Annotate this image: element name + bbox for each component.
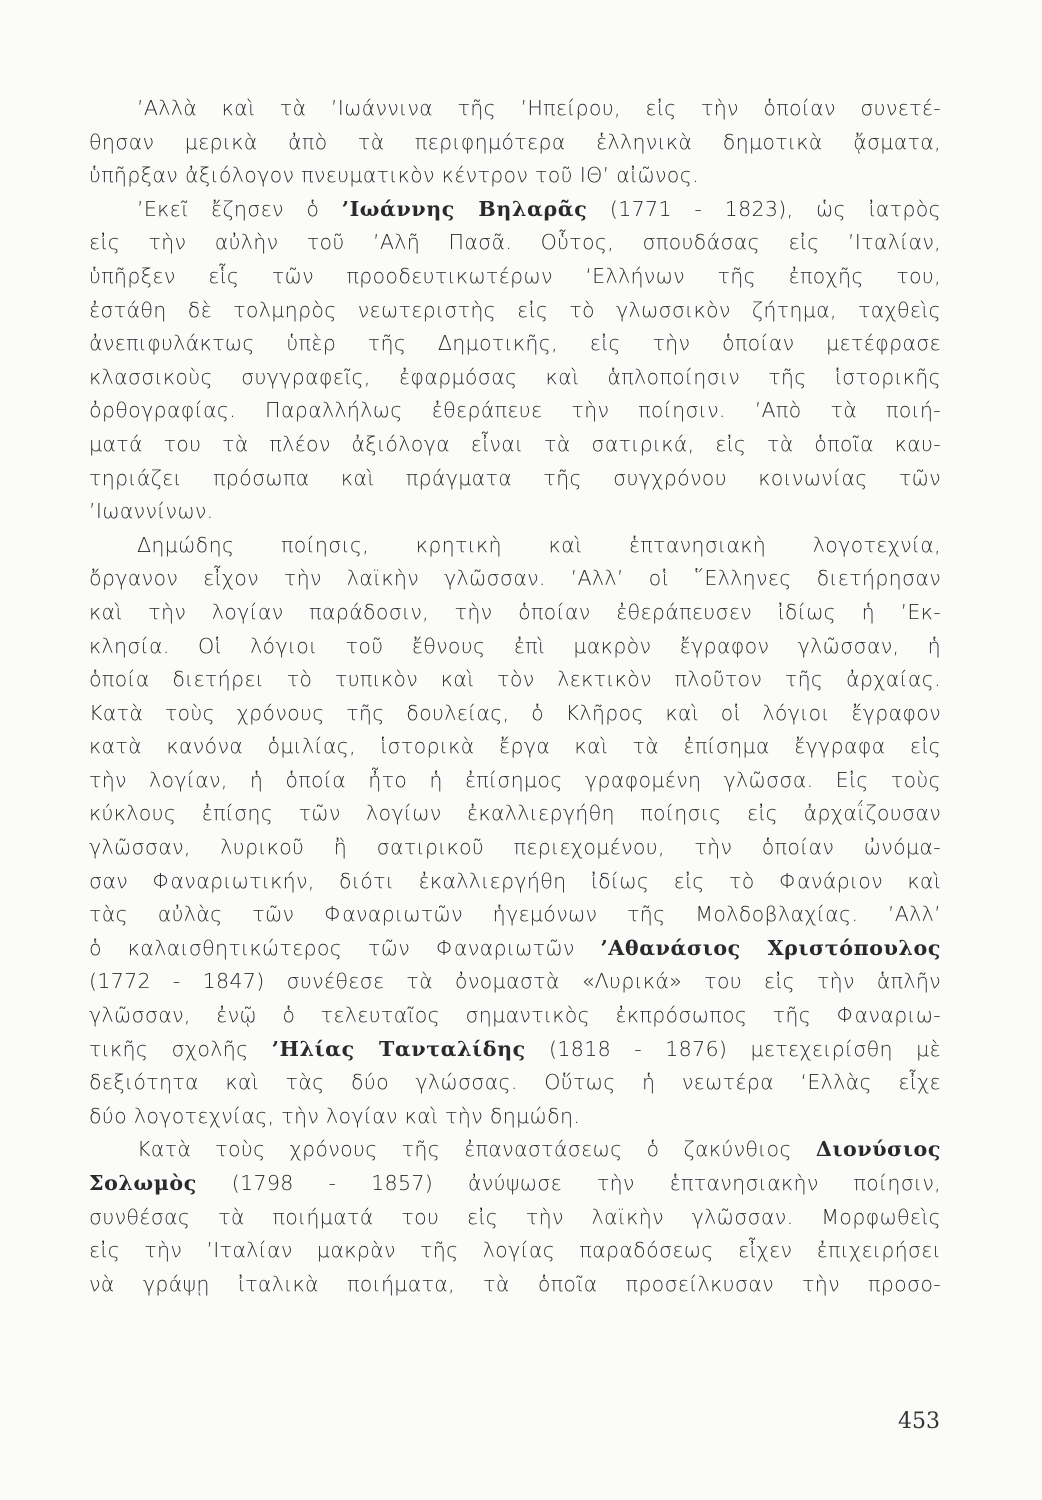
text-line [89, 1033, 941, 1067]
paragraph [89, 193, 941, 529]
text-run: ὄργανον εἶχον τὴν λαϊκὴν γλῶσσαν. ’Αλλ’ οἱ ῞Ελληνες διετήρησαν [89, 566, 941, 591]
text-run: κλησία. Οἱ λόγιοι τοῦ ἔθνους ἐπὶ μακρὸν ἔγραφον γλῶσσαν, ἡ [89, 633, 941, 658]
text-line [89, 1268, 941, 1302]
paragraph [89, 529, 941, 1134]
text-run: εἰς τὴν αὐλὴν τοῦ ’Αλῆ Πασᾶ. Οὗτος, σπουδάσας εἰς ’Ιταλίαν, [89, 230, 941, 255]
text-run: Κατὰ τοὺς χρόνους τῆς δουλείας, ὁ Κλῆρος καὶ οἱ λόγιοι ἔγραφον [89, 700, 941, 725]
text-line [89, 630, 941, 664]
text-line [89, 663, 941, 697]
text-run: θησαν μερικὰ ἀπὸ τὰ περιφημότερα ἑλληνικὰ δημοτικὰ ᾄσματα, [89, 129, 941, 154]
text-line [89, 562, 941, 596]
text-run: γλῶσσαν, ἐνῷ ὁ τελευταῖος σημαντικὸς ἐκπρόσωπος τῆς Φαναριω- [89, 1003, 941, 1028]
page-number: 453 [898, 1409, 940, 1434]
text-run: κλασσικοὺς συγγραφεῖς, ἐφαρμόσας καὶ ἁπλοποίησιν τῆς ἱστορικῆς [89, 364, 941, 389]
text-line [89, 697, 941, 731]
text-run: ὑπῆρξεν εἷς τῶν προοδευτικωτέρων ‘Ελλήνων τῆς ἐποχῆς του, [89, 263, 941, 288]
text-line [89, 1133, 941, 1167]
text-run: συνθέσας τὰ ποιήματά του εἰς τὴν λαϊκὴν γλῶσσαν. Μορφωθεὶς [89, 1204, 941, 1229]
text-run: ’Εκεῖ ἔζησεν ὁ [137, 196, 342, 221]
text-run: Κατὰ τοὺς χρόνους τῆς ἐπαναστάσεως ὁ ζακύνθιος [137, 1137, 816, 1162]
text-line [89, 294, 941, 328]
text-run: δεξιότητα καὶ τὰς δύο γλώσσας. Οὕτως ἡ νεωτέρα ‘Ελλὰς εἶχε [89, 1070, 941, 1095]
text-run: ’Ιωαννίνων. [89, 499, 214, 524]
text-line [89, 126, 941, 160]
text-line [89, 361, 941, 395]
text-run: τὰς αὐλὰς τῶν Φαναριωτῶν ἡγεμόνων τῆς Μολδοβλαχίας. ’Αλλ’ [89, 902, 941, 927]
text-run: (1818 - 1876) μετεχειρίσθη μὲ [525, 1036, 941, 1061]
text-run: (1798 - 1857) ἀνύψωσε τὴν ἑπτανησιακὴν ποίησιν, [196, 1171, 941, 1195]
text-line [89, 92, 941, 126]
text-run: (1771 - 1823), ὡς ἰατρὸς [587, 196, 941, 221]
text-line [89, 428, 941, 462]
paragraph [89, 92, 941, 193]
text-run: κύκλους ἐπίσης τῶν λογίων ἐκαλλιεργήθη ποίησις εἰς ἀρχαΐζουσαν [89, 801, 941, 826]
person-name: ’Αθανάσιος Χριστόπουλος [600, 935, 941, 960]
person-name: Διονύσιος [815, 1137, 941, 1162]
paragraph [89, 1133, 941, 1301]
text-line [89, 865, 941, 899]
text-run: κατὰ κανόνα ὁμιλίας, ἱστορικὰ ἔργα καὶ τὰ ἐπίσημα ἔγγραφα εἰς [89, 734, 941, 759]
text-run: ὁ καλαισθητικώτερος τῶν Φαναριωτῶν [89, 935, 601, 960]
text-line [89, 596, 941, 630]
text-run: δύο λογοτεχνίας, τὴν λογίαν καὶ τὴν δημώδη. [89, 1103, 581, 1128]
text-run: ὀρθογραφίας. Παραλλήλως ἐθεράπευε τὴν ποίησιν. ’Απὸ τὰ ποιή- [89, 398, 941, 423]
text-run: τὴν λογίαν, ἡ ὁποία ἦτο ἡ ἐπίσημος γραφομένη γλῶσσα. Εἰς τοὺς [89, 767, 941, 792]
text-line [89, 764, 941, 798]
text-line [89, 226, 941, 260]
text-line [89, 1167, 941, 1201]
text-run: ματά του τὰ πλέον ἀξιόλογα εἶναι τὰ σατιρικά, εἰς τὰ ὁποῖα καυ- [89, 431, 941, 456]
text-run: ’Αλλὰ καὶ τὰ ’Ιωάννινα τῆς ’Ηπείρου, εἰς τὴν ὁποίαν συνετέ- [137, 96, 941, 120]
text-run: τηριάζει πρόσωπα καὶ πράγματα τῆς συγχρόνου κοινωνίας τῶν [89, 465, 941, 490]
text-line [89, 965, 941, 999]
text-line [89, 898, 941, 932]
text-line [89, 1100, 941, 1134]
text-line [89, 1234, 941, 1268]
text-run: γλῶσσαν, λυρικοῦ ἢ σατιρικοῦ περιεχομένου, τὴν ὁποίαν ὠνόμα- [89, 835, 941, 860]
text-run: ὁποία διετήρει τὸ τυπικὸν καὶ τὸν λεκτικὸν πλοῦτον τῆς ἀρχαίας. [89, 667, 941, 692]
text-line [89, 999, 941, 1033]
text-run: νὰ γράψῃ ἰταλικὰ ποιήματα, τὰ ὁποῖα προσείλκυσαν τὴν προσο- [89, 1271, 941, 1296]
text-line [89, 394, 941, 428]
person-name: Σολωμὸς [89, 1171, 197, 1195]
body-text [89, 92, 941, 1301]
text-line [89, 730, 941, 764]
text-line [89, 462, 941, 496]
text-run: ἀνεπιφυλάκτως ὑπὲρ τῆς Δημοτικῆς, εἰς τὴν ὁποίαν μετέφρασε [89, 331, 941, 356]
text-line [89, 529, 941, 563]
text-line [89, 1066, 941, 1100]
person-name: ’Ηλίας Τανταλίδης [271, 1036, 526, 1061]
text-line [89, 797, 941, 831]
text-line [89, 495, 941, 529]
text-run: ὑπῆρξαν ἀξιόλογον πνευματικὸν κέντρον τοῦ ΙΘ’ αἰῶνος. [89, 163, 699, 188]
text-line [89, 327, 941, 361]
text-run: σαν Φαναριωτικήν, διότι ἐκαλλιεργήθη ἰδίως εἰς τὸ Φανάριον καὶ [89, 868, 941, 893]
person-name: ’Ιωάννης Βηλαρᾶς [341, 196, 588, 221]
text-run: εἰς τὴν ’Ιταλίαν μακρὰν τῆς λογίας παραδόσεως εἶχεν ἐπιχειρήσει [89, 1238, 941, 1263]
text-line [89, 193, 941, 227]
text-line [89, 159, 941, 193]
text-run: (1772 - 1847) συνέθεσε τὰ ὀνομαστὰ «Λυρικά» του εἰς τὴν ἁπλῆν [89, 969, 941, 994]
text-line [89, 831, 941, 865]
text-run: ἐστάθη δὲ τολμηρὸς νεωτεριστὴς εἰς τὸ γλωσσικὸν ζήτημα, ταχθεὶς [89, 297, 941, 322]
text-line [89, 260, 941, 294]
text-line [89, 1201, 941, 1235]
text-run: τικῆς σχολῆς [89, 1036, 272, 1061]
text-run: καὶ τὴν λογίαν παράδοσιν, τὴν ὁποίαν ἐθεράπευσεν ἰδίως ἡ ’Εκ- [89, 599, 941, 624]
text-line [89, 932, 941, 966]
text-run: Δημώδης ποίησις, κρητικὴ καὶ ἑπτανησιακὴ λογοτεχνία, [137, 532, 941, 557]
